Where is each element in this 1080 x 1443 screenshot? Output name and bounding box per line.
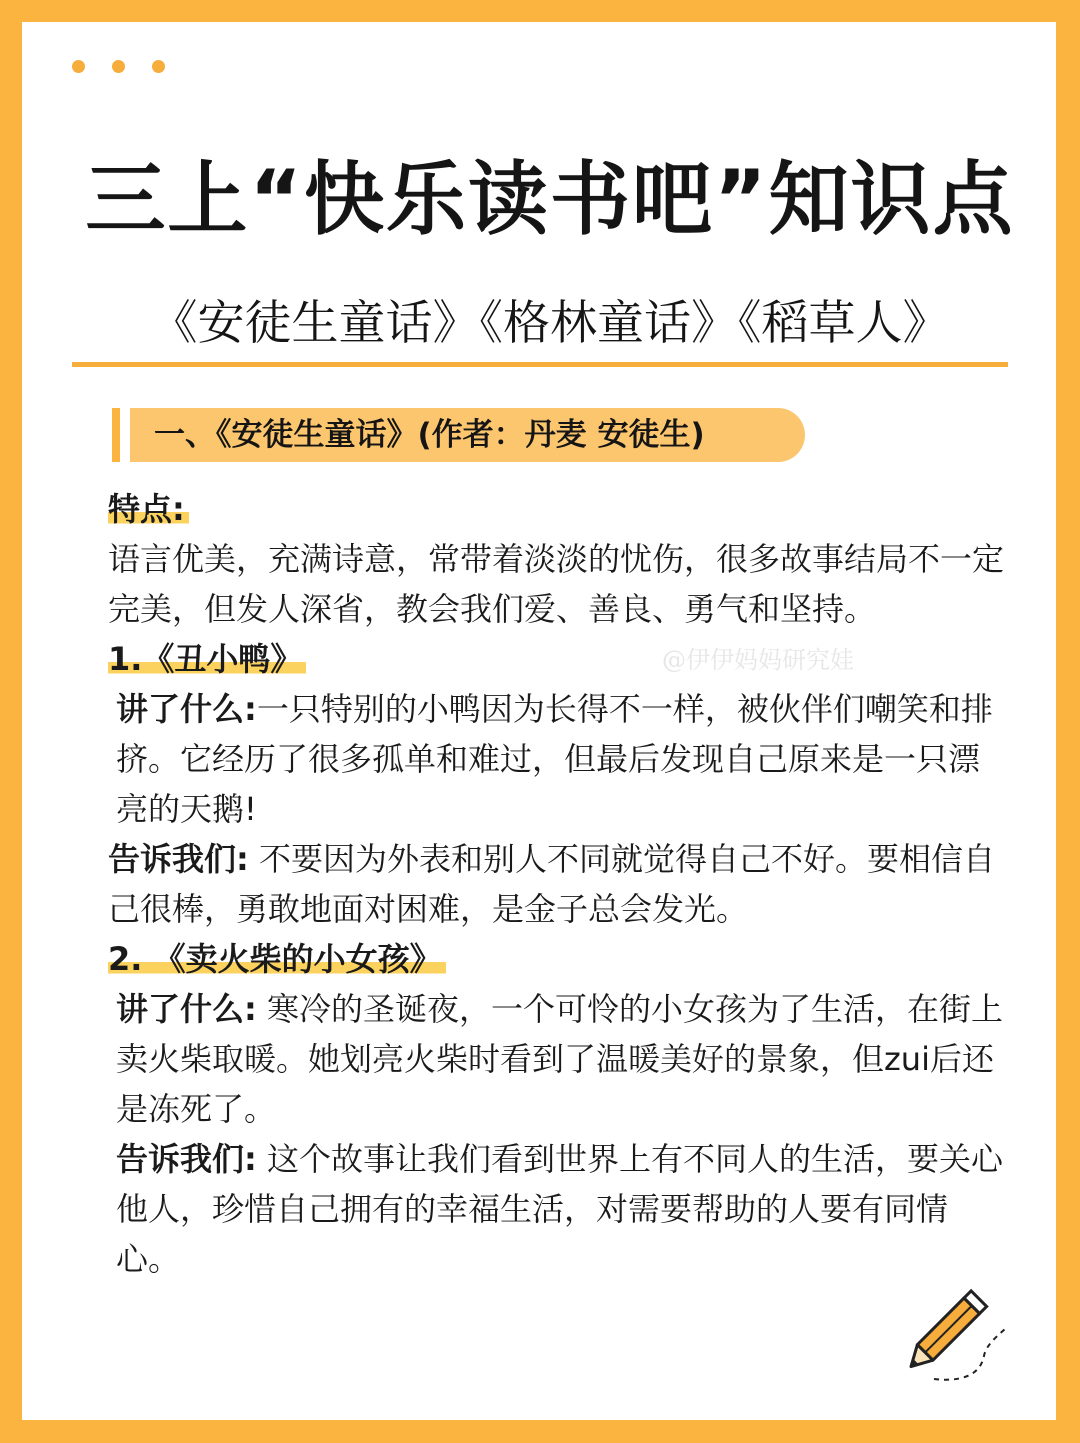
story-1-title: 1.《丑小鸭》 xyxy=(108,640,306,678)
story-2-about-text: 寒冷的圣诞夜，一个可怜的小女孩为了生活，在街上卖火柴取暖。她划亮火柴时看到了温暖美好的景象，但zui后还是冻死了。 xyxy=(116,990,1003,1128)
page-title: 三上“快乐读书吧”知识点 xyxy=(85,153,1015,246)
dot-3 xyxy=(152,60,165,73)
section-heading: 一、《安徒生童话》(作者：丹麦 安徒生) xyxy=(154,417,705,453)
section-accent-bar xyxy=(112,408,120,462)
story-2-lesson-text: 这个故事让我们看到世界上有不同人的生活，要关心他人，珍惜自己拥有的幸福生活，对需要帮助的人要有同情心。 xyxy=(116,1140,1003,1278)
story-1-about-label: 讲了什么: xyxy=(116,690,257,728)
story-1-about xyxy=(108,684,1008,834)
features-text: 语言优美，充满诗意，常带着淡淡的忧伤，很多故事结局不一定完美，但发人深省，教会我们爱、善良、勇气和坚持。 xyxy=(108,540,1005,628)
article-body xyxy=(108,484,1008,1284)
story-2-about xyxy=(108,984,1008,1134)
story-1-lesson-text: 不要因为外表和别人不同就觉得自己不好。要相信自己很棒，勇敢地面对困难，是金子总会发光。 xyxy=(108,840,995,928)
story-1-lesson xyxy=(108,834,1008,934)
content-card xyxy=(22,22,1056,1420)
story-2-lesson-label: 告诉我们: xyxy=(116,1140,257,1178)
story-2-about-label: 讲了什么: xyxy=(116,990,257,1028)
story-1-title-row xyxy=(108,634,1008,684)
title-divider xyxy=(72,362,1008,367)
page-subtitle: 《安徒生童话》《格林童话》《稻草人》 xyxy=(150,296,950,351)
dot-2 xyxy=(112,60,125,73)
features-label: 特点: xyxy=(108,490,189,528)
features-block xyxy=(108,484,1008,534)
story-2-title: 2. 《卖火柴的小女孩》 xyxy=(108,940,446,978)
story-1-about-text: 一只特别的小鸭因为长得不一样，被伙伴们嘲笑和排挤。它经历了很多孤单和难过，但最后发现自己原来是一只漂亮的天鹅! xyxy=(116,690,993,828)
story-2-title-row xyxy=(108,934,1008,984)
pencil-icon xyxy=(900,1284,1010,1384)
story-1-lesson-label: 告诉我们: xyxy=(108,840,249,878)
watermark: @伊伊妈妈研究娃 xyxy=(662,646,854,674)
dot-1 xyxy=(72,60,85,73)
story-2-lesson xyxy=(108,1134,1008,1284)
